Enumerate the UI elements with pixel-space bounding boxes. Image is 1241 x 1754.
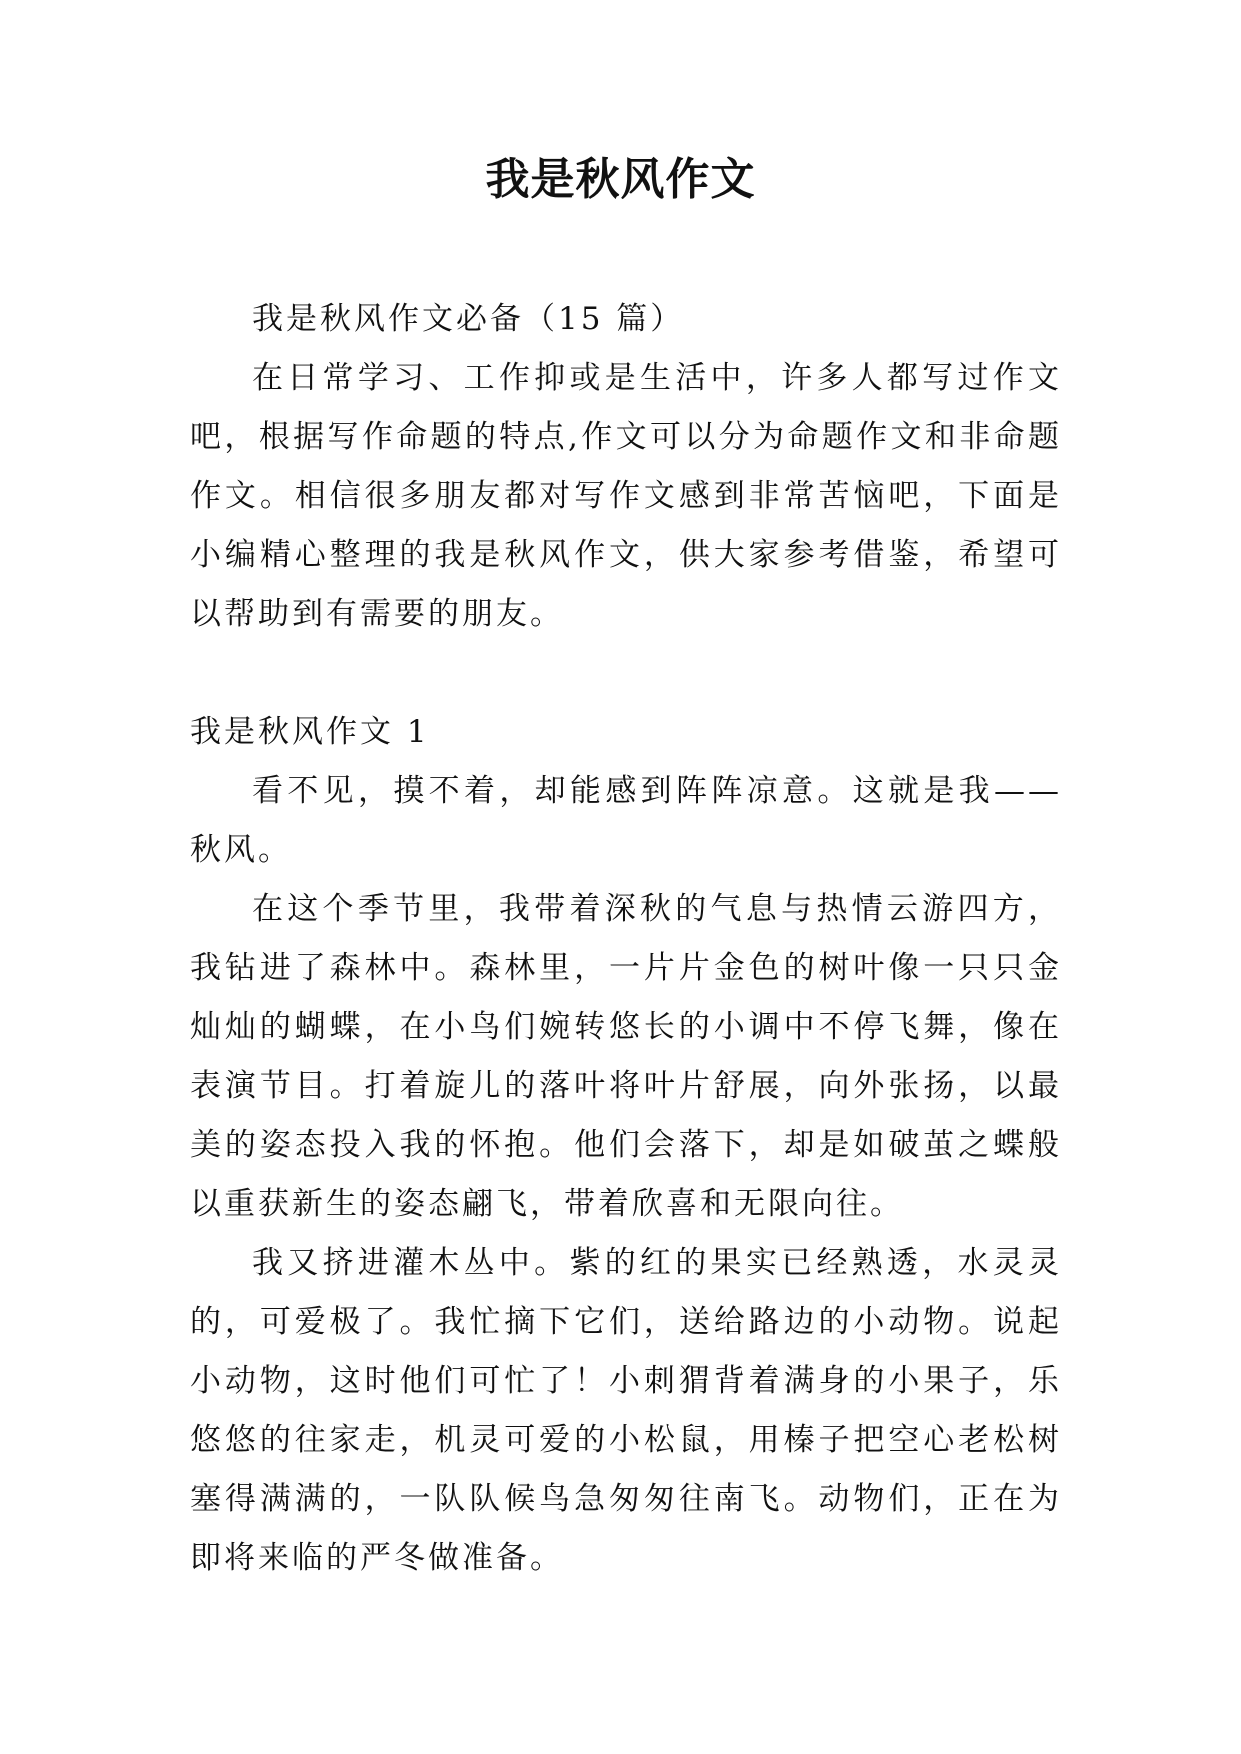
page-title: 我是秋风作文 [485,154,756,205]
body-paragraph: 在这个季节里，我带着深秋的气息与热情云游四方，我钻进了森林中。森林里，一片片金色的树叶像一只只金灿灿的蝴蝶，在小鸟们婉转悠长的小调中不停飞舞，像在表演节目。打着旋儿的落叶将叶片舒展，向外张扬，以最美的姿态投入我的怀抱。他们会落下，却是如破茧之蝶般以重获新生的姿态翩飞，带着欣喜和无限向往。 [190,891,1062,1222]
body-paragraph: 看不见，摸不着，却能感到阵阵凉意。这就是我——秋风。 [190,773,1062,868]
section-heading: 我是秋风作文 1 [190,714,430,750]
document-subtitle: 我是秋风作文必备（15 篇） [252,301,685,337]
document-body [190,290,1062,1588]
intro-paragraph: 在日常学习、工作抑或是生活中，许多人都写过作文吧，根据写作命题的特点,作文可以分为命题作文和非命题作文。相信很多朋友都对写作文感到非常苦恼吧，下面是小编精心整理的我是秋风作文，供大家参考借鉴，希望可以帮助到有需要的朋友。 [190,360,1062,632]
body-paragraph: 我又挤进灌木丛中。紫的红的果实已经熟透，水灵灵的，可爱极了。我忙摘下它们，送给路边的小动物。说起小动物，这时他们可忙了！小刺猬背着满身的小果子，乐悠悠的往家走，机灵可爱的小松鼠，用榛子把空心老松树塞得满满的，一队队候鸟急匆匆往南飞。动物们，正在为即将来临的严冬做准备。 [190,1245,1062,1576]
